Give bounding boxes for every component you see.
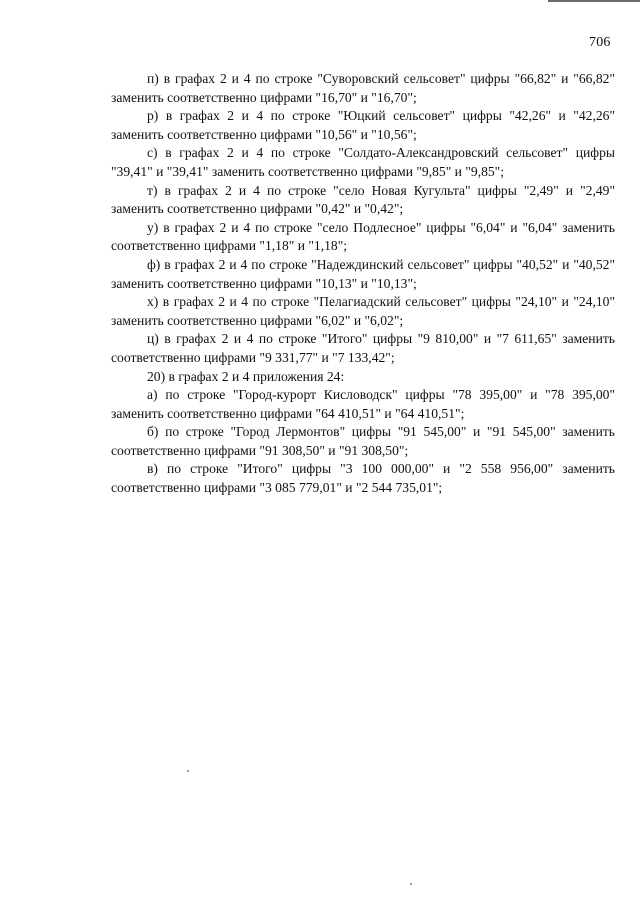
paragraph-b: б) по строке "Город Лермонтов" цифры "91 545,00" и "91 545,00" заменить соответственно цифрами "91 308,50" и "91 308,50"; xyxy=(111,424,615,458)
page-number: 706 xyxy=(589,35,611,50)
paragraph-v: в) по строке "Итого" цифры "3 100 000,00" и "2 558 956,00" заменить соответственно цифрами "3 085 779,01" и "2 544 735,01"; xyxy=(111,461,615,496)
paragraph-f: ф) в графах 2 и 4 по строке "Надеждинский сельсовет" цифры "40,52" и "40,52" заменить соответственно цифрами "10,13" и "10,13"; xyxy=(111,256,615,291)
paragraph-u: у) в графах 2 и 4 по строке "село Подлесное" цифры "6,04" и "6,04" заменить соответственно цифрами "1,18" и "1,18"; xyxy=(111,219,615,254)
paragraph-a: а) по строке "Город-курорт Кисловодск" цифры "78 395,00" и "78 395,00" заменить соответственно цифрами "64 410,51" и "64 410,51"; xyxy=(111,387,615,421)
paragraph-p: п) в графах 2 и 4 по строке "Суворовский сельсовет" цифры "66,82" и "66,82" заменить соответственно цифрами "16,70" и "16,70"; xyxy=(111,71,615,105)
top-edge-rule xyxy=(548,0,640,2)
paragraph-20: 20) в графах 2 и 4 приложения 24: xyxy=(147,368,345,384)
document-body xyxy=(111,70,615,498)
paragraph-ts: ц) в графах 2 и 4 по строке "Итого" цифры "9 810,00" и "7 611,65" заменить соответственно цифрами "9 331,77" и "7 133,42"; xyxy=(111,331,615,365)
paragraph-r: р) в графах 2 и 4 по строке "Юцкий сельсовет" цифры "42,26" и "42,26" заменить соответственно цифрами "10,56" и "10,56"; xyxy=(111,108,615,142)
scan-speck xyxy=(410,883,412,885)
paragraph-kh: х) в графах 2 и 4 по строке "Пелагиадский сельсовет" цифры "24,10" и "24,10" заменить соответственно цифрами "6,02" и "6,02"; xyxy=(111,294,615,328)
paragraph-s: с) в графах 2 и 4 по строке "Солдато-Александровский сельсовет" цифры "39,41" и "39,41" заменить соответственно цифрами "9,85" и "9,85"; xyxy=(111,145,615,179)
paragraph-t: т) в графах 2 и 4 по строке "село Новая Кугульта" цифры "2,49" и "2,49" заменить соответственно цифрами "0,42" и "0,42"; xyxy=(111,182,615,217)
scan-speck xyxy=(187,770,189,772)
